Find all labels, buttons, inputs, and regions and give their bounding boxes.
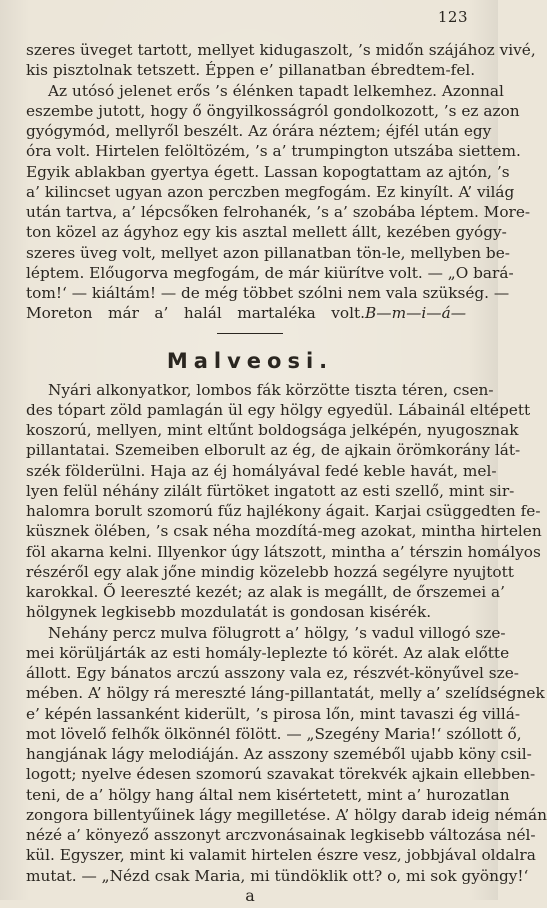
- text-line: gyógymód, mellyről beszélt. Az órára néztem; éjfél után egy: [26, 122, 492, 140]
- catchword: a: [245, 885, 255, 905]
- text-line: léptem. Előugorva megfogám, de már kiürítve volt. — „O bará-: [26, 263, 514, 282]
- text-line: küsznek ölében, ’s csak néha mozdítá-meg azokat, mintha hirtelen: [26, 522, 542, 541]
- text-line: föl akarna kelni. Illyenkor úgy látszott, mintha a’ térszin homályos: [26, 542, 541, 561]
- text-line: Nehány percz mulva fölugrott a’ hölgy, ’s vadul villogó sze-: [48, 623, 506, 642]
- text-line: óra volt. Hirtelen felöltözém, ’s a’ trumpington utszába siettem.: [26, 142, 521, 161]
- text-line: mot lövelő felhők ölkönnél fölött. — „Szegény Maria!‘ szóllott ő,: [26, 724, 522, 743]
- text-line: lyen felül néhány zilált fürtöket ingatott az esti szellő, mint sir-: [26, 481, 515, 500]
- text-line: Moreton már a’ halál martaléka volt.: [26, 304, 366, 323]
- text-line: halomra borult szomorú fűz hajlékony ágait. Karjai csüggedten fe-: [26, 502, 541, 520]
- author-signature: B—m—i—á—: [365, 304, 466, 323]
- text-line: pillantatai. Szemeiben elborult az ég, de ajkain örömkorány lát-: [26, 441, 521, 460]
- text-line: logott; nyelve édesen szomorú szavakat törekvék ajkain ellebben-: [26, 765, 536, 784]
- page-number: 123: [437, 8, 468, 26]
- text-line: hölgynek legkisebb mozdulatát is gondosan kisérék.: [26, 603, 432, 622]
- text-line: zongora billentyűinek lágy megilletése. A’ hölgy darab ideig némán: [26, 805, 547, 824]
- text-line: tom!‘ — kiáltám! — de még többet szólni nem vala szükség. —: [26, 284, 510, 302]
- text-line: szeres üveget tartott, mellyet kidugaszolt, ’s midőn szájához vivé,: [26, 41, 536, 59]
- text-line: mutat. — „Nézd csak Maria, mi tündöklik ott? o, mi sok gyöngy!‘: [26, 866, 529, 885]
- text-line: karokkal. Ő leereszté kezét; az alak is megállt, de őrszemei a’: [26, 583, 506, 601]
- text-line: mében. A’ hölgy rá mereszté láng-pillantatát, melly a’ szelídségnek: [26, 684, 545, 703]
- text-line: nézé a’ könyező asszonyt arczvonásainak legkisebb változása nél-: [26, 826, 536, 844]
- text-line: eszembe jutott, hogy ő öngyilkosságról gondolkozott, ’s ez azon: [26, 101, 520, 120]
- text-line: Nyári alkonyatkor, lombos fák körzötte tiszta téren, csen-: [48, 380, 494, 399]
- text-line: Az utósó jelenet erős ’s élénken tapadt lelkemhez. Azonnal: [48, 81, 504, 100]
- text-line: részéről egy alak jőne mindig közelebb hozzá segélyre nyujtott: [26, 562, 514, 581]
- text-line: a’ kilincset ugyan azon perczben megfogám. Ez kinyílt. A’ világ: [26, 182, 515, 201]
- text-line: ton közel az ágyhoz egy kis asztal mellett állt, kezében gyógy-: [26, 223, 507, 242]
- page-text: [26, 40, 547, 908]
- text-line: szék földerülni. Haja az éj homályával fedé keble havát, mel-: [26, 461, 497, 480]
- text-line: koszorú, mellyen, mint eltűnt boldogsága jelképén, nyugosznak: [26, 421, 519, 439]
- section-heading: Malveosi.: [166, 348, 334, 373]
- text-line: des tópart zöld pamlagán ül egy hölgy egyedül. Lábainál eltépett: [26, 400, 531, 419]
- text-line: állott. Egy bánatos arczú asszony vala ez, részvét-könyűvel sze-: [26, 664, 519, 682]
- text-line: kis pisztolnak tetszett. Éppen e’ pillanatban ébredtem-fel.: [26, 61, 476, 80]
- text-line: kül. Egyszer, mint ki valamit hirtelen észre vesz, jobbjával oldalra: [26, 846, 536, 865]
- text-line: teni, de a’ hölgy hang által nem kisértetett, mint a’ hurozatlan: [26, 785, 510, 804]
- text-line-with-signature: [26, 303, 474, 323]
- text-line: szeres üveg volt, mellyet azon pillanatban tön-le, mellyben be-: [26, 243, 510, 262]
- text-line: hangjának lágy melodiáján. Az asszony szeméből ujabb köny csil-: [26, 745, 532, 763]
- text-line: után tartva, a’ lépcsőken felrohanék, ’s a’ szobába léptem. More-: [26, 203, 531, 221]
- divider-rule: [217, 333, 283, 334]
- text-line: mei körüljárták az esti homály-leplezte tó körét. Az alak előtte: [26, 643, 510, 662]
- text-line: e’ képén lassanként kiderült, ’s pirosa lőn, mint tavaszi ég villá-: [26, 704, 521, 723]
- section-divider: [26, 324, 474, 346]
- text-line: Egyik ablakban gyertya égett. Lassan kopogtattam az ajtón, ’s: [26, 162, 510, 181]
